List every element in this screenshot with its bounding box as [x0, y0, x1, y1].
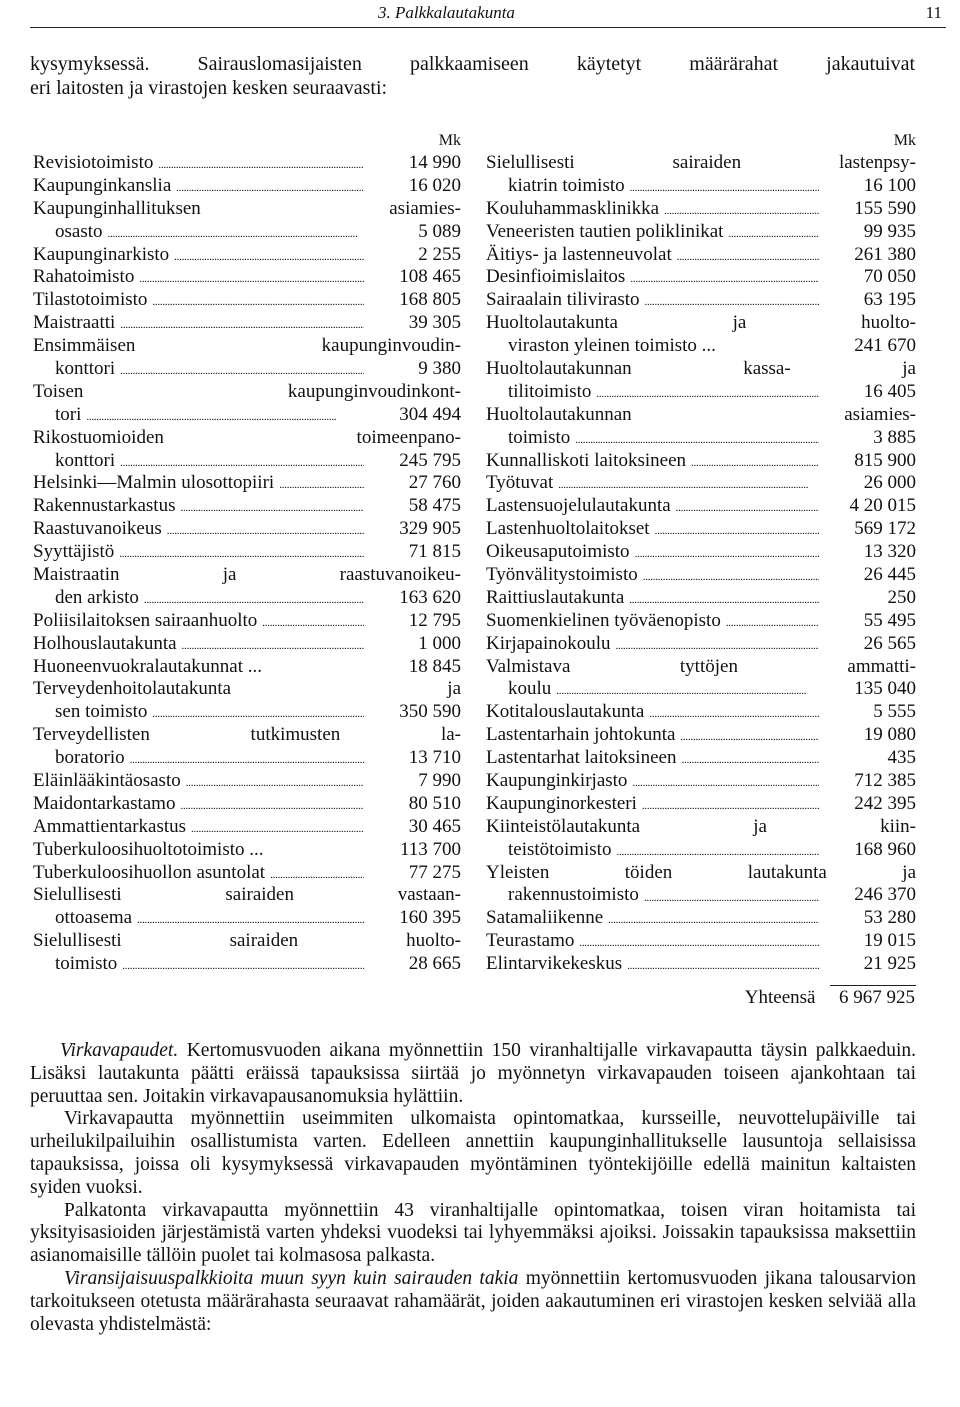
row-value: 435 [887, 747, 916, 769]
intro-line: kysymyksessä. Sairauslomasijaisten palkkaamiseen käytetyt määrärahat jakautuivat [30, 53, 915, 75]
row-value: 5 089 [418, 220, 461, 242]
row-label: Tilastotoimisto [33, 289, 148, 311]
row-label: kiatrin toimisto [508, 174, 625, 196]
total-label: Yhteensä [744, 987, 816, 1008]
table-row [33, 495, 461, 518]
row-value: 19 080 [863, 724, 916, 746]
row-label: tori [55, 403, 82, 425]
row-value: 13 320 [863, 541, 916, 563]
row-value: 168 805 [399, 289, 461, 311]
row-value: 261 380 [854, 243, 916, 265]
dot-leader [681, 747, 819, 770]
table-row [486, 450, 916, 473]
row-value: 12 795 [408, 609, 461, 631]
row-label: rakennustoimisto [508, 884, 639, 906]
row-value: 4 20 015 [849, 495, 916, 517]
row-label: Desinfioimislaitos [486, 266, 626, 288]
dot-leader [627, 953, 819, 976]
table-row [486, 633, 916, 656]
table-row [33, 747, 461, 770]
row-value: 2 255 [418, 243, 461, 265]
table-row [486, 221, 916, 244]
row-label: Helsinki—Malmin ulosottopiiri [33, 472, 275, 494]
dot-leader [676, 495, 819, 518]
row-value: 13 710 [408, 747, 461, 769]
row-label: Kaupunginarkisto [33, 243, 170, 265]
dot-leader [608, 907, 819, 930]
running-title: 3. Palkkalautakunta [378, 3, 515, 22]
row-value: 245 795 [399, 449, 461, 471]
row-label: Sielullisesti sairaiden vastaan- [33, 884, 461, 906]
table-row [33, 450, 461, 473]
table-row [486, 152, 916, 175]
dot-leader [642, 793, 819, 816]
table-row [486, 358, 916, 381]
row-value: 14 990 [408, 151, 461, 173]
row-value: 241 670 [854, 335, 916, 357]
row-label: Suomenkielinen työväenopisto [486, 609, 721, 631]
table-row [33, 953, 461, 976]
table-row [33, 839, 461, 862]
dot-leader [680, 724, 819, 747]
dot-leader [262, 610, 364, 633]
row-label: Kaupunginkanslia [33, 174, 172, 196]
table-row [33, 701, 461, 724]
dot-leader [158, 152, 364, 175]
row-value: 9 380 [418, 358, 461, 379]
row-value: 71 815 [408, 541, 461, 563]
row-label: Kirjapainokoulu [486, 632, 611, 654]
table-row [486, 839, 916, 862]
row-label: viraston yleinen toimisto ... [508, 335, 716, 357]
row-label: Veneeristen tautien poliklinikat [486, 220, 724, 242]
row-label: Työnvälitystoimisto [486, 564, 638, 586]
row-value: 160 395 [399, 907, 461, 929]
row-label: toimisto [55, 953, 118, 975]
row-value: 113 700 [399, 838, 461, 860]
row-value: 246 370 [854, 884, 916, 906]
row-label: Lastentarhat laitoksineen [486, 747, 677, 769]
dot-leader [180, 793, 364, 816]
row-value: 16 405 [863, 380, 916, 402]
table-row [486, 930, 916, 953]
dot-leader [726, 610, 819, 633]
row-label: Raittiuslautakunta [486, 586, 625, 608]
dot-leader [108, 221, 365, 244]
row-label: Yleisten töiden lautakunta ja [486, 861, 916, 883]
total-rule [830, 985, 916, 986]
row-value: 3 885 [873, 426, 916, 448]
row-value: 250 [887, 586, 916, 608]
page-number: 11 [925, 3, 942, 22]
row-label: osasto [55, 220, 103, 242]
table-row [33, 381, 461, 404]
table-row [486, 885, 916, 908]
dot-leader [649, 701, 819, 724]
table-row [33, 587, 461, 610]
table-row [33, 358, 461, 381]
unit-header: Mk [893, 132, 916, 149]
dot-leader [630, 266, 819, 289]
row-value: 30 465 [408, 815, 461, 837]
table-row [486, 747, 916, 770]
table-row [33, 907, 461, 930]
row-value: 1 000 [418, 632, 461, 654]
row-label: sen toimisto [55, 701, 148, 723]
table-row [33, 633, 461, 656]
row-label: Huoltolautakunta ja huolto- [486, 312, 916, 334]
row-label: Holhouslautakunta [33, 632, 177, 654]
row-label: Työtuvat [486, 472, 554, 494]
table-row [486, 312, 916, 335]
row-value: 70 050 [863, 266, 916, 288]
left-table [33, 130, 461, 976]
row-label: tilitoimisto [508, 380, 592, 402]
header-rule [30, 27, 946, 28]
row-label: konttori [55, 358, 116, 379]
row-value: 329 905 [399, 518, 461, 540]
row-label: Toisen kaupunginvoudinkont- [33, 380, 461, 402]
dot-leader [644, 885, 819, 908]
table-row [486, 289, 916, 312]
dot-leader [270, 862, 364, 885]
table-row [33, 610, 461, 633]
row-value: 815 900 [854, 449, 916, 471]
unit-header: Mk [438, 132, 461, 149]
row-label: boratorio [55, 747, 125, 769]
row-value: 108 465 [399, 266, 461, 288]
table-row [33, 541, 461, 564]
table-row [486, 335, 916, 358]
table-row [486, 404, 916, 427]
dot-leader [186, 770, 364, 793]
row-label: Terveydellisten tutkimusten la- [33, 724, 461, 746]
row-label: Kouluhammasklinikka [486, 197, 660, 219]
table-row [33, 793, 461, 816]
row-value: 19 015 [863, 930, 916, 952]
table-row [486, 472, 916, 495]
row-value: 16 020 [408, 174, 461, 196]
intro-text [30, 52, 915, 100]
dot-leader [122, 953, 364, 976]
row-label: Syyttäjistö [33, 541, 115, 563]
table-row [486, 770, 916, 793]
row-value: 39 305 [408, 312, 461, 334]
page-header [0, 3, 960, 29]
row-label: Maistraatin ja raastuvanoikeu- [33, 564, 461, 586]
row-label: Sielullisesti sairaiden lastenpsy- [486, 151, 916, 173]
dot-leader [176, 175, 364, 198]
dot-leader [182, 633, 364, 656]
row-label: ottoasema [55, 907, 133, 929]
dot-leader [120, 358, 364, 381]
table-row [33, 564, 461, 587]
dot-leader [629, 587, 819, 610]
row-label: Huoltolautakunnan kassa- ja [486, 358, 916, 379]
paragraph: Viransijaisuuspalkkioita muun syyn kuin sairauden takia myönnettiin kertomusvuoden jikana talousarvion tarkoitukseen otetusta määrärahasta seuraavat rahamäärät, joiden aakautuminen eri virastojen kesken selviää alla olevasta yhdistelmästä: [30, 1267, 917, 1335]
row-label: Oikeusaputoimisto [486, 541, 630, 563]
table-row [486, 541, 916, 564]
row-label: Raastuvanoikeus [33, 518, 162, 540]
table-row [33, 198, 461, 221]
row-label: Teurastamo [486, 930, 575, 952]
row-label: teistötoimisto [508, 838, 612, 860]
table-row [33, 312, 461, 335]
paragraph: Virkavapaudet. Kertomusvuoden aikana myönnettiin 150 viranhaltijalle virkavapautta täysin palkkaeduin. Lisäksi lautakunta päätti eräissä tapauksissa siirtää jo myönnetyn virkavapauden toiseen ajankohtaan tai peruuttaa sen. Joitakin virkavapausanomuksia hylättiin. [30, 1040, 916, 1107]
row-label: Valmistava tyttöjen ammatti- [486, 655, 916, 677]
table-row [486, 656, 916, 679]
dot-leader [635, 541, 819, 564]
table-row [486, 816, 916, 839]
dot-leader [558, 472, 819, 495]
dot-leader [616, 839, 819, 862]
dot-leader [120, 312, 364, 335]
table-row [33, 472, 461, 495]
row-label: Sielullisesti sairaiden huolto- [33, 930, 461, 952]
table-row [33, 289, 461, 312]
table-row [486, 587, 916, 610]
dot-leader [677, 244, 819, 267]
paragraph: Virkavapautta myönnettiin useimmiten ulkomaista opintomatkaa, kursseille, neuvottelupäiville tai urheilukilpailuihin osallistumista varten. Edelleen annettiin kaupunginhallitukselle lausuntoja sellaisissa tapauksissa, joissa oli kysymyksessä virkavapauden myöntäminen työntekijöille edellä mainitun kaltaisten syiden vuoksi. [30, 1108, 916, 1198]
row-value: 242 395 [854, 792, 916, 814]
dot-leader [144, 587, 364, 610]
table-row [33, 862, 461, 885]
row-label: den arkisto [55, 586, 139, 608]
row-label: toimisto [508, 426, 571, 448]
dot-leader [279, 472, 364, 495]
row-label: Kaupunginhallituksen asiamies- [33, 197, 461, 219]
dot-leader [152, 701, 364, 724]
table-row [486, 724, 916, 747]
row-value: 58 475 [408, 495, 461, 517]
row-label: Maistraatti [33, 312, 116, 334]
row-label: Ammattientarkastus [33, 815, 187, 837]
dot-leader [596, 381, 819, 404]
table-row [33, 724, 461, 747]
paragraph-lead: Viransijaisuuspalkkioita muun syyn kuin sairauden takia [64, 1267, 519, 1289]
table-row [33, 335, 461, 358]
row-label: Kiinteistölautakunta ja kiin- [486, 815, 916, 837]
row-label: Kaupunginkirjasto [486, 770, 628, 792]
dot-leader [691, 450, 819, 473]
table-row [486, 953, 916, 976]
total-value: 6 967 925 [839, 987, 915, 1008]
row-value: 168 960 [854, 838, 916, 860]
row-label: Kunnalliskoti laitoksineen [486, 449, 687, 471]
dot-leader [575, 427, 819, 450]
row-label: Rakennustarkastus [33, 495, 176, 517]
row-label: Äitiys- ja lastenneuvolat [486, 243, 672, 265]
dot-leader [174, 244, 364, 267]
dot-leader [119, 541, 364, 564]
table-row [486, 862, 916, 885]
dot-leader [616, 633, 819, 656]
row-label: koulu [508, 678, 552, 700]
row-value: 26 000 [863, 472, 916, 494]
row-value: 63 195 [863, 289, 916, 311]
row-label: Poliisilaitoksen sairaanhuolto [33, 609, 258, 631]
right-table [486, 130, 916, 976]
row-value: 163 620 [399, 586, 461, 608]
dot-leader [645, 289, 819, 312]
table-row [33, 266, 461, 289]
row-label: Rahatoimisto [33, 266, 135, 288]
table-row [33, 175, 461, 198]
row-value: 5 555 [873, 701, 916, 723]
row-label: konttori [55, 449, 116, 471]
row-label: Kaupunginorkesteri [486, 792, 637, 814]
table-row [486, 198, 916, 221]
dot-leader [137, 907, 364, 930]
body-text [30, 1040, 916, 1336]
row-label: Lastenhuoltolaitokset [486, 518, 650, 540]
row-value: 55 495 [863, 609, 916, 631]
table-row [33, 404, 461, 427]
row-value: 26 445 [863, 564, 916, 586]
row-label: Ensimmäisen kaupunginvoudin- [33, 335, 461, 357]
table-row [486, 266, 916, 289]
row-label: Satamaliikenne [486, 907, 604, 929]
dot-leader [152, 289, 364, 312]
table-row [33, 221, 461, 244]
row-label: Huoneenvuokralautakunnat ... [33, 655, 262, 677]
table-row [33, 152, 461, 175]
row-label: Eläinlääkintäosasto [33, 770, 181, 792]
paragraph-lead: Virkavapaudet. [60, 1040, 179, 1061]
dot-leader [664, 198, 819, 221]
row-label: Sairaalain tilivirasto [486, 289, 640, 311]
dot-leader [191, 816, 364, 839]
row-label: Maidontarkastamo [33, 792, 176, 814]
row-value: 155 590 [854, 197, 916, 219]
row-label: Revisiotoimisto [33, 151, 154, 173]
row-value: 99 935 [863, 220, 916, 242]
table-row [33, 427, 461, 450]
row-value: 16 100 [863, 174, 916, 196]
dot-leader [579, 930, 819, 953]
row-value: 21 925 [863, 953, 916, 975]
dot-leader [86, 404, 364, 427]
row-label: Tuberkuloosihuoltotoimisto ... [33, 838, 264, 860]
table-row [486, 678, 916, 701]
row-label: Tuberkuloosihuollon asuntolat [33, 861, 266, 883]
table-row [486, 495, 916, 518]
intro-line: eri laitosten ja virastojen kesken seuraavasti: [30, 77, 388, 99]
dot-leader [130, 747, 364, 770]
dot-leader [630, 175, 819, 198]
dot-leader [139, 266, 364, 289]
row-value: 80 510 [408, 792, 461, 814]
table-row [33, 816, 461, 839]
row-value: 569 172 [854, 518, 916, 540]
dot-leader [655, 518, 819, 541]
row-label: Huoltolautakunnan asiamies- [486, 403, 916, 425]
dot-leader [180, 495, 364, 518]
table-row [486, 907, 916, 930]
row-label: Elintarvikekeskus [486, 953, 623, 975]
table-row [486, 244, 916, 267]
row-label: Lastentarhain johtokunta [486, 724, 676, 746]
row-label: Lastensuojelulautakunta [486, 495, 671, 517]
row-value: 77 275 [408, 861, 461, 883]
total-row [745, 987, 915, 1009]
table-row [486, 427, 916, 450]
row-value: 7 990 [418, 770, 461, 792]
table-row [486, 793, 916, 816]
table-row [486, 701, 916, 724]
row-value: 135 040 [854, 678, 916, 700]
table-row [33, 518, 461, 541]
table-row [33, 656, 461, 679]
row-value: 28 665 [408, 953, 461, 975]
row-label: Kotitalouslautakunta [486, 701, 645, 723]
table-row [486, 564, 916, 587]
table-row [33, 930, 461, 953]
table-row [33, 244, 461, 267]
dot-leader [167, 518, 364, 541]
table-row [486, 610, 916, 633]
row-value: 53 280 [863, 907, 916, 929]
table-row [33, 678, 461, 701]
table-row [486, 381, 916, 404]
row-value: 18 845 [408, 655, 461, 677]
dot-leader [632, 770, 819, 793]
dot-leader [120, 450, 364, 473]
row-value: 304 494 [399, 403, 461, 425]
dot-leader [643, 564, 819, 587]
row-label: Rikostuomioiden toimeenpano- [33, 426, 461, 448]
table-row [486, 175, 916, 198]
table-row [33, 885, 461, 908]
row-value: 712 385 [854, 770, 916, 792]
row-value: 27 760 [408, 472, 461, 494]
dot-leader [728, 221, 819, 244]
dot-leader [556, 678, 819, 701]
paragraph: Palkatonta virkavapautta myönnettiin 43 viranhaltijalle opintomatkaa, toisen viran hoitamista tai yksityisasioiden järjestämistä varten yhdeksi vuodeksi tai lyhyemmäksi ajoiksi. Joissakin tapauksissa maksettiin asianomaisille tällöin puolet tai kolmasosa palkasta. [30, 1199, 916, 1267]
row-value: 26 565 [863, 632, 916, 654]
row-value: 350 590 [399, 701, 461, 723]
table-row [486, 518, 916, 541]
table-row [33, 770, 461, 793]
row-label: Terveydenhoitolautakunta ja [33, 678, 461, 700]
